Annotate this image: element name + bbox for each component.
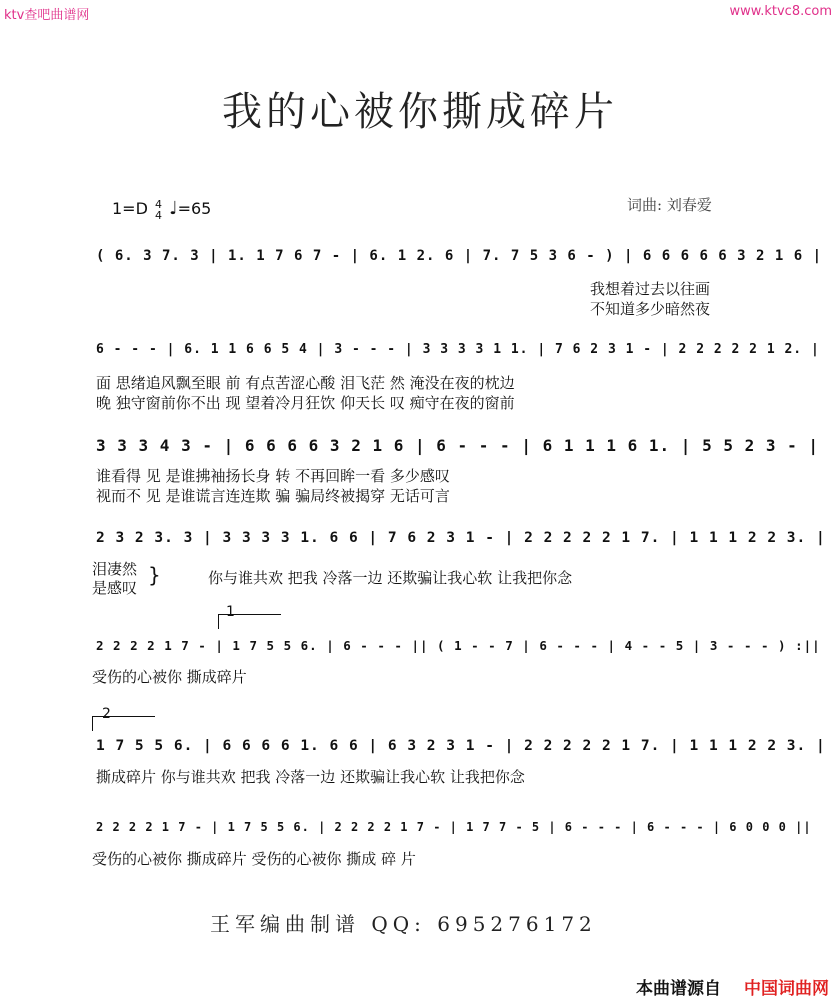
notation-line-1: ( 6. 3 7. 3 | 1. 1 7 6 7 - | 6. 1 2. 6 | 7. 7 5 3 6 - ) | 6 6 6 6 6 3 2 1 6 | (96, 248, 823, 264)
volta-2-number: 2 (102, 706, 111, 722)
notation-line-7: 2 2 2 2 1 7 - | 1 7 5 5 6. | 2 2 2 2 1 7 - | 1 7 7 - 5 | 6 - - - | 6 - - - | 6 0 0 0 || (96, 820, 812, 834)
notation-line-3: 3 3 3 4 3 - | 6 6 6 6 3 2 1 6 | 6 - - - | 6 1 1 1 6 1. | 5 5 2 3 - | (96, 436, 820, 455)
lyric-line-3b: 视而不 见 是谁谎言连连欺 骗 骗局终被揭穿 无话可言 (96, 487, 450, 505)
time-signature (155, 199, 162, 221)
lyric-line-1a: 我想着过去以往画 (590, 280, 711, 298)
lyric-line-7: 受伤的心被你 撕成碎片 受伤的心被你 撕成 碎 片 (92, 850, 416, 868)
source-site: 中国词曲网 (744, 979, 829, 999)
lyric-line-2a: 面 思绪追风飘至眼 前 有点苦涩心酸 泪飞茫 然 淹没在夜的枕边 (96, 374, 515, 392)
tempo-value: =65 (177, 199, 212, 218)
brace-icon: } (148, 563, 161, 587)
arranger-footer: 王军编曲制谱 QQ: 695276172 (210, 912, 597, 936)
lyric-line-5: 受伤的心被你 撕成碎片 (92, 668, 247, 686)
watermark-left: ktv查吧曲谱网 (4, 8, 90, 23)
lyric-line-4-main: 你与谁共欢 把我 冷落一边 还欺骗让我心软 让我把你念 (208, 569, 573, 587)
lyric-line-2b: 晚 独守窗前你不出 现 望着冷月狂饮 仰天长 叹 痴守在夜的窗前 (96, 394, 515, 412)
watermark-right: www.ktvc8.com (729, 4, 832, 19)
notation-line-6: 1 7 5 5 6. | 6 6 6 6 1. 6 6 | 6 3 2 3 1 - | 2 2 2 2 2 1 7. | 1 1 1 2 2 3. | (96, 738, 826, 754)
lyric-line-4a: 泪凄然 (92, 560, 138, 578)
key-prefix: 1=D (112, 199, 148, 218)
time-top: 4 (155, 197, 162, 211)
lyric-line-1b: 不知道多少暗然夜 (590, 300, 711, 318)
key-signature (112, 198, 211, 221)
volta-1-number: 1 (226, 604, 235, 620)
notation-line-2: 6 - - - | 6. 1 1 6 6 5 4 | 3 - - - | 3 3 3 3 1 1. | 7 6 2 3 1 - | 2 2 2 2 2 1 2. | (96, 342, 820, 357)
credit: 词曲: 刘春爱 (627, 196, 712, 214)
notation-line-4: 2 3 2 3. 3 | 3 3 3 3 1. 6 6 | 7 6 2 3 1 - | 2 2 2 2 2 1 7. | 1 1 1 2 2 3. | (96, 530, 826, 546)
lyric-line-4b: 是感叹 (92, 579, 138, 597)
notation-line-5: 2 2 2 2 1 7 - | 1 7 5 5 6. | 6 - - - || ( 1 - - 7 | 6 - - - | 4 - - 5 | 3 - - - ) :|| (96, 638, 821, 653)
lyric-line-6: 撕成碎片 你与谁共欢 把我 冷落一边 还欺骗让我心软 让我把你念 (96, 768, 525, 786)
page-title: 我的心被你撕成碎片 (222, 89, 618, 135)
time-bottom: 4 (155, 208, 162, 222)
quarter-note-icon: ♩ (169, 198, 178, 219)
lyric-line-3a: 谁看得 见 是谁拂袖扬长身 转 不再回眸一看 多少感叹 (96, 467, 450, 485)
source-label: 本曲谱源自 (636, 979, 721, 999)
